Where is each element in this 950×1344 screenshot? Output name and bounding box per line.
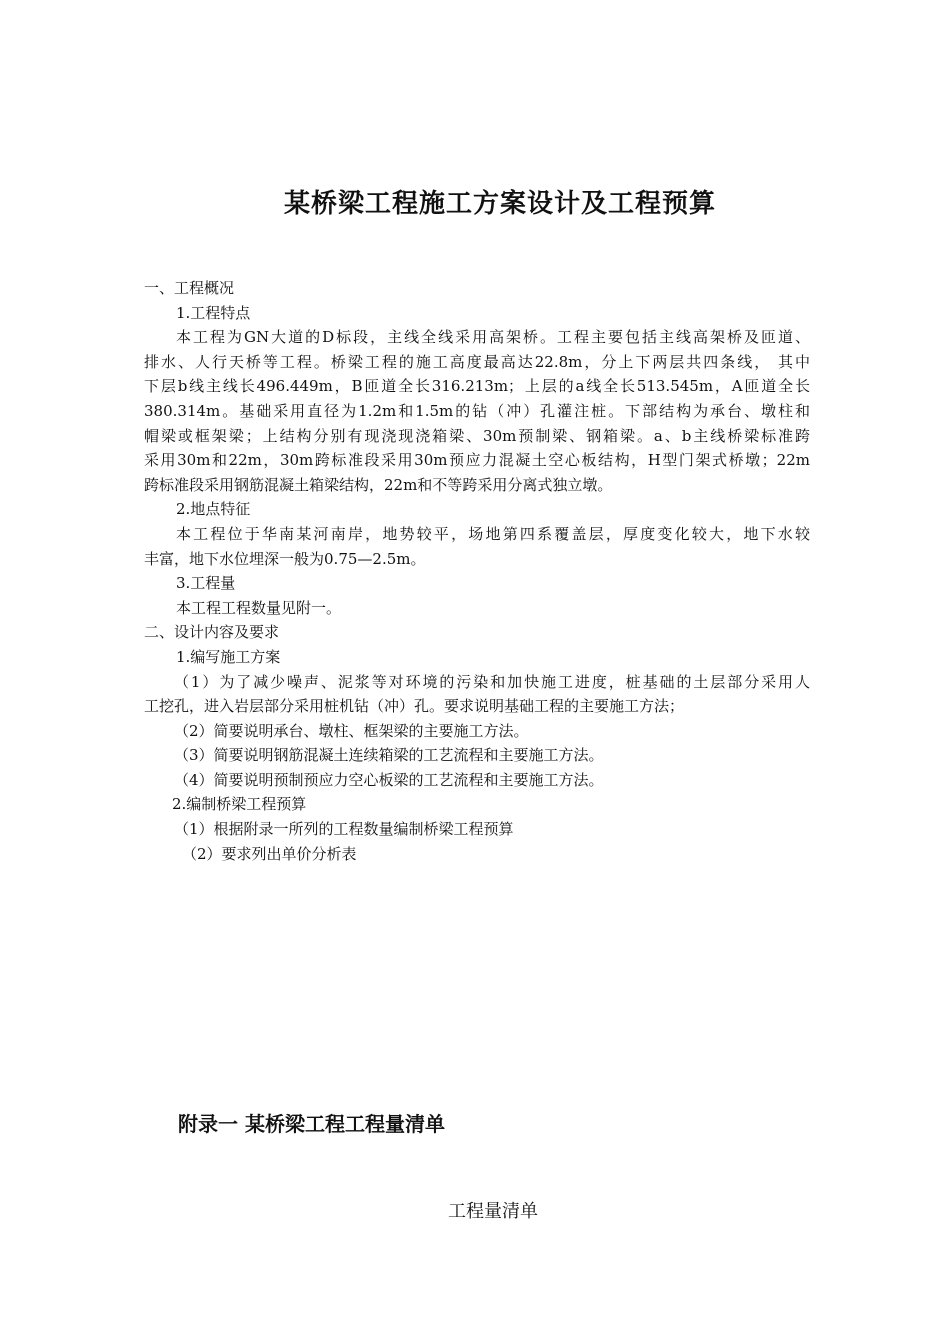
subsection-heading-quantity: 3.工程量 (176, 574, 236, 593)
paragraph-line: 采用30m和22m，30m跨标准段采用30m预应力混凝土空心板结构，H型门架式桥墩；22m (144, 451, 810, 470)
document-title: 某桥梁工程施工方案设计及工程预算 (283, 189, 716, 219)
paragraph-line: 排水、人行天桥等工程。桥梁工程的施工高度最高达22.8m，分上下两层共四条线， 其中 (144, 352, 810, 371)
subsection-heading-location: 2.地点特征 (176, 500, 251, 519)
subsection-heading-budget: 2.编制桥梁工程预算 (172, 795, 307, 814)
paragraph-line: 帽梁或框架梁；上结构分别有现浇现浇箱梁、30m预制梁、钢箱梁。a、b主线桥梁标准跨 (144, 426, 810, 445)
list-item-continued: 工挖孔，进入岩层部分采用桩机钻（冲）孔。要求说明基础工程的主要施工方法； (144, 697, 685, 716)
subsection-heading-features: 1.工程特点 (176, 303, 251, 322)
list-item: （3）简要说明钢筋混凝土连续箱梁的工艺流程和主要施工方法。 (174, 746, 604, 765)
paragraph-line: 380.314m。基础采用直径为1.2m和1.5m的钻（冲）孔灌注桩。下部结构为承台、墩柱和 (144, 401, 810, 420)
appendix-title: 附录一 某桥梁工程工程量清单 (178, 1112, 445, 1136)
list-item: （2）要求列出单价分析表 (182, 844, 357, 863)
subsection-heading-construction-plan: 1.编写施工方案 (176, 647, 281, 666)
section-heading-design: 二、设计内容及要求 (144, 623, 280, 642)
quantity-list-title: 工程量清单 (448, 1201, 538, 1222)
paragraph-line: 跨标准段采用钢筋混凝土箱梁结构，22m和不等跨采用分离式独立墩。 (144, 475, 613, 494)
paragraph-line: 下层b线主线长496.449m，B匝道全长316.213m；上层的a线全长513.545m，A匝道全长 (144, 377, 810, 396)
paragraph-line: 丰富，地下水位埋深一般为0.75—2.5m。 (144, 549, 426, 568)
document-body (144, 276, 810, 866)
list-item: （4）简要说明预制预应力空心板梁的工艺流程和主要施工方法。 (174, 770, 604, 789)
section-heading-overview: 一、工程概况 (144, 279, 235, 297)
paragraph-line: 本工程位于华南某河南岸，地势较平，场地第四系覆盖层，厚度变化较大，地下水较 (176, 524, 810, 543)
paragraph-line: 本工程工程数量见附一。 (176, 598, 342, 617)
paragraph-line: 本工程为GN大道的D标段，主线全线采用高架桥。工程主要包括主线高架桥及匝道、 (176, 328, 810, 347)
list-item: （1）为了减少噪声、泥浆等对环境的污染和加快施工进度，桩基础的土层部分采用人 (174, 672, 810, 691)
list-item: （1）根据附录一所列的工程数量编制桥梁工程预算 (174, 820, 514, 839)
list-item: （2）简要说明承台、墩柱、框架梁的主要施工方法。 (174, 721, 529, 740)
